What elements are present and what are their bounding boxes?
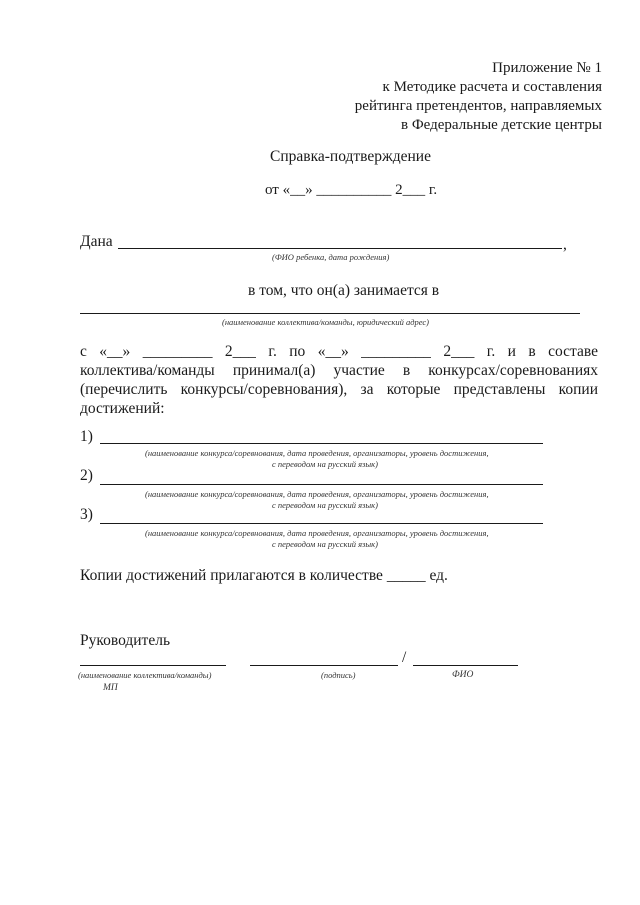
item-number: 2) [80, 467, 93, 484]
paragraph-line-1: с «__» _________ 2___ г. по «__» _________ 2___ г. и в составе [80, 343, 598, 360]
document-title: Справка-подтверждение [270, 148, 431, 165]
child-name-line [118, 248, 562, 249]
item-caption-line-1: (наименование конкурса/соревнования, дата проведения, организаторы, уровень достижения, [145, 489, 489, 499]
organization-signature-caption: (наименование коллектива/команды) [78, 670, 212, 680]
organization-signature-line [80, 665, 226, 666]
paragraph-line-2: коллектива/команды принимал(а) участие в конкурсах/соревнованиях [80, 362, 598, 379]
paragraph-line-4: достижений: [80, 400, 165, 417]
header-appendix-number: Приложение № 1 [492, 60, 602, 76]
item-line [100, 523, 543, 524]
item-line [100, 484, 543, 485]
paragraph-line-3: (перечислить конкурсы/соревнования), за которые представлены копии [80, 381, 598, 398]
item-caption-line-1: (наименование конкурса/соревнования, дата проведения, организаторы, уровень достижения, [145, 448, 489, 458]
date-line: от «__» __________ 2___ г. [265, 182, 438, 198]
issued-comma: , [563, 236, 567, 253]
signature-line [250, 665, 398, 666]
child-name-caption: (ФИО ребенка, дата рождения) [272, 252, 390, 262]
header-methodology-line: к Методике расчета и составления [382, 79, 602, 95]
full-name-line [413, 665, 518, 666]
issued-label: Дана [80, 233, 113, 250]
item-number: 1) [80, 428, 93, 445]
header-centers-line: в Федеральные детские центры [401, 117, 602, 133]
item-number: 3) [80, 506, 93, 523]
item-caption-line-2: с переводом на русский язык) [272, 500, 378, 510]
organization-caption: (наименование коллектива/команды, юридический адрес) [222, 317, 430, 327]
head-label: Руководитель [80, 632, 171, 649]
copies-count-line: Копии достижений прилагаются в количестве _____ ед. [80, 567, 448, 584]
item-line [100, 443, 543, 444]
header-rating-line: рейтинга претендентов, направляемых [354, 98, 602, 114]
item-caption-line-1: (наименование конкурса/соревнования, дата проведения, организаторы, уровень достижения, [145, 528, 489, 538]
item-caption-line-2: с переводом на русский язык) [272, 539, 378, 549]
item-caption-line-2: с переводом на русский язык) [272, 459, 378, 469]
signature-caption: (подпись) [321, 670, 356, 680]
full-name-caption: ФИО [452, 670, 474, 680]
organization-line [80, 313, 580, 314]
engaged-text: в том, что он(а) занимается в [248, 282, 440, 299]
signature-slash: / [402, 649, 407, 666]
stamp-label: МП [103, 683, 118, 693]
